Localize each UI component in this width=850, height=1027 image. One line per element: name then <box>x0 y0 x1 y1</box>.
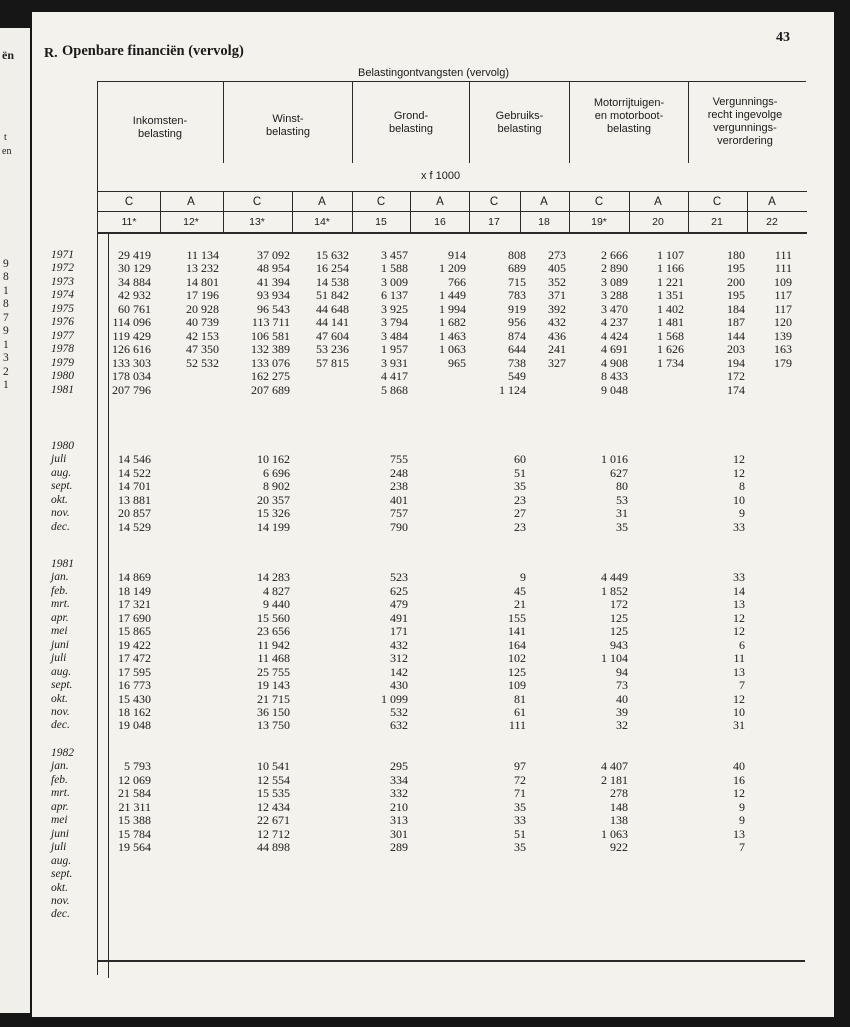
column-divider <box>292 191 293 233</box>
row-labels: 1971 1972 1973 1974 1975 1976 1977 1978 1979 1980 1981 <box>51 249 74 396</box>
ca-cell: A <box>187 196 195 208</box>
category-line: Grond- <box>393 110 429 122</box>
category-inkomstenbelasting <box>98 115 222 141</box>
data-column: 9 45 21 155 141 164 102 125 109 81 61 111 <box>508 570 526 733</box>
data-column: 40 16 12 9 9 13 7 <box>733 759 745 855</box>
ca-cell: A <box>540 196 548 208</box>
section-letter: R. <box>44 46 58 61</box>
data-column: 1 107 1 166 1 221 1 351 1 402 1 481 1 568 1 626 1 734 <box>657 248 684 370</box>
column-number-cell: 12* <box>183 216 199 228</box>
category-motorrijtuigenbelasting <box>570 97 688 136</box>
category-line: Winst- <box>272 113 304 125</box>
column-divider <box>469 191 470 233</box>
column-divider <box>629 191 630 233</box>
data-column: 523 625 479 491 171 432 312 142 430 1 099 532 632 <box>381 570 408 733</box>
category-line: vergunnings- <box>713 122 777 134</box>
rule-colnums <box>97 232 807 234</box>
column-number-cell: 18 <box>538 216 550 228</box>
column-number-cell: 14* <box>314 216 330 228</box>
column-divider <box>223 191 224 233</box>
ca-cell: C <box>594 196 604 208</box>
data-column: 1 016 627 80 53 31 35 <box>601 452 628 534</box>
category-line: belasting <box>265 126 311 138</box>
row-labels: 1982 jan. feb. mrt. apr. mei juni juli aug. sept. okt. nov. dec. <box>51 747 74 921</box>
ca-cell: A <box>768 196 776 208</box>
data-column: 60 51 35 23 27 23 <box>514 452 526 534</box>
category-line: Inkomsten- <box>132 115 188 127</box>
category-line: verordering <box>717 135 773 147</box>
data-column: 29 419 30 129 34 884 42 932 60 761 114 096 119 429 126 616 133 303 178 034 207 796 <box>112 248 151 397</box>
data-column: 4 407 2 181 278 148 138 1 063 922 <box>601 759 628 855</box>
category-line: Gebruiks- <box>495 110 544 122</box>
column-number-cell: 17 <box>488 216 500 228</box>
data-column: 14 283 4 827 9 440 15 560 23 656 11 942 11 468 25 755 19 143 21 715 36 150 13 750 <box>257 570 290 733</box>
prev-page-line: ën <box>2 48 14 62</box>
data-column: 3 457 1 588 3 009 6 137 3 925 3 794 3 484 1 957 3 931 4 417 5 868 <box>381 248 408 397</box>
column-divider <box>520 191 521 233</box>
ca-cell: C <box>252 196 262 208</box>
column-number-cell: 19* <box>591 216 607 228</box>
category-line: belasting <box>497 123 542 135</box>
column-number-cell: 22 <box>766 216 778 228</box>
column-number-cell: 16 <box>434 216 446 228</box>
data-column: 111 111 109 117 117 120 139 163 179 <box>774 248 792 370</box>
ca-cell: C <box>712 196 722 208</box>
prev-page-line: t <box>4 132 7 143</box>
rule-ca <box>97 211 807 212</box>
category-line: Motorrijtuigen- <box>593 97 665 109</box>
category-line: en motorboot- <box>594 110 664 122</box>
column-divider <box>160 191 161 233</box>
data-column: 808 689 715 783 919 956 874 644 738 549 1 124 <box>499 248 526 397</box>
category-winstbelasting <box>224 113 352 139</box>
data-column: 755 248 238 401 757 790 <box>390 452 408 534</box>
data-column: 5 793 12 069 21 584 21 311 15 388 15 784 19 564 <box>118 759 151 855</box>
category-line: belasting <box>388 123 434 135</box>
prev-page-year-digits: 9 8 1 8 7 9 1 3 2 1 <box>3 258 9 392</box>
column-number-cell: 11* <box>121 216 137 228</box>
category-line: belasting <box>606 123 652 135</box>
group-title: Belastingontvangsten (vervolg) <box>358 67 510 79</box>
column-number-cell: 13* <box>249 216 265 228</box>
category-gebruiksbelasting <box>470 110 569 136</box>
data-column: 14 869 18 149 17 321 17 690 15 865 19 422 17 472 17 595 16 773 15 430 18 162 19 048 <box>118 570 151 733</box>
column-number-cell: 20 <box>652 216 664 228</box>
data-column: 2 666 2 890 3 089 3 288 3 470 4 237 4 424 4 691 4 908 8 433 9 048 <box>601 248 628 397</box>
category-line: Vergunnings- <box>712 96 778 108</box>
data-column: 10 541 12 554 15 535 12 434 22 671 12 712 44 898 <box>257 759 290 855</box>
rule-header <box>97 191 807 192</box>
rule-top <box>97 81 806 82</box>
ca-cell: A <box>436 196 444 208</box>
ca-cell: C <box>376 196 386 208</box>
data-column: 14 546 14 522 14 701 13 881 20 857 14 529 <box>118 452 151 534</box>
column-divider <box>569 191 570 233</box>
data-column: 33 14 13 12 12 6 11 13 7 12 10 31 <box>733 570 745 733</box>
data-column: 11 134 13 232 14 801 17 196 20 928 40 739 42 153 47 350 52 532 <box>186 248 219 370</box>
data-column: 12 12 8 10 9 33 <box>733 452 745 534</box>
page-number: 43 <box>776 30 790 45</box>
data-column: 295 334 332 210 313 301 289 <box>390 759 408 855</box>
data-column: 914 1 209 766 1 449 1 994 1 682 1 463 1 063 965 <box>439 248 466 370</box>
data-column: 15 632 16 254 14 538 51 842 44 648 44 141 47 604 53 236 57 815 <box>316 248 349 370</box>
data-column: 180 195 200 195 184 187 144 203 194 172 174 <box>727 248 745 397</box>
data-column: 4 449 1 852 172 125 125 943 1 104 94 73 40 39 32 <box>601 570 628 733</box>
ca-cell: A <box>318 196 326 208</box>
category-grondbelasting <box>353 110 469 136</box>
column-number-cell: 21 <box>711 216 723 228</box>
rule-bottom <box>97 960 805 962</box>
category-line: belasting <box>137 128 183 140</box>
unit-label: x f 1000 <box>421 170 461 182</box>
column-divider <box>352 191 353 233</box>
page-title: Openbare financiën (vervolg) <box>62 43 244 59</box>
ca-cell: A <box>654 196 662 208</box>
row-labels: 1981 jan. feb. mrt. apr. mei juni juli aug. sept. okt. nov. dec. <box>51 558 74 732</box>
data-column: 10 162 6 696 8 902 20 357 15 326 14 199 <box>257 452 290 534</box>
column-number-cell: 15 <box>375 216 387 228</box>
ca-cell: C <box>124 196 134 208</box>
data-column: 37 092 48 954 41 394 93 934 96 543 113 711 106 581 132 389 133 076 162 275 207 689 <box>251 248 290 397</box>
column-divider <box>410 191 411 233</box>
row-labels: 1980 juli aug. sept. okt. nov. dec. <box>51 440 74 533</box>
ca-cell: C <box>489 196 499 208</box>
data-column: 273 405 352 371 392 432 436 241 327 <box>548 248 566 370</box>
column-divider <box>688 191 689 233</box>
prev-page-line: en <box>2 146 12 157</box>
category-vergunningsrecht <box>689 96 801 148</box>
column-divider <box>747 191 748 233</box>
data-column: 97 72 71 35 33 51 35 <box>514 759 526 855</box>
category-line: recht ingevolge <box>707 109 783 121</box>
